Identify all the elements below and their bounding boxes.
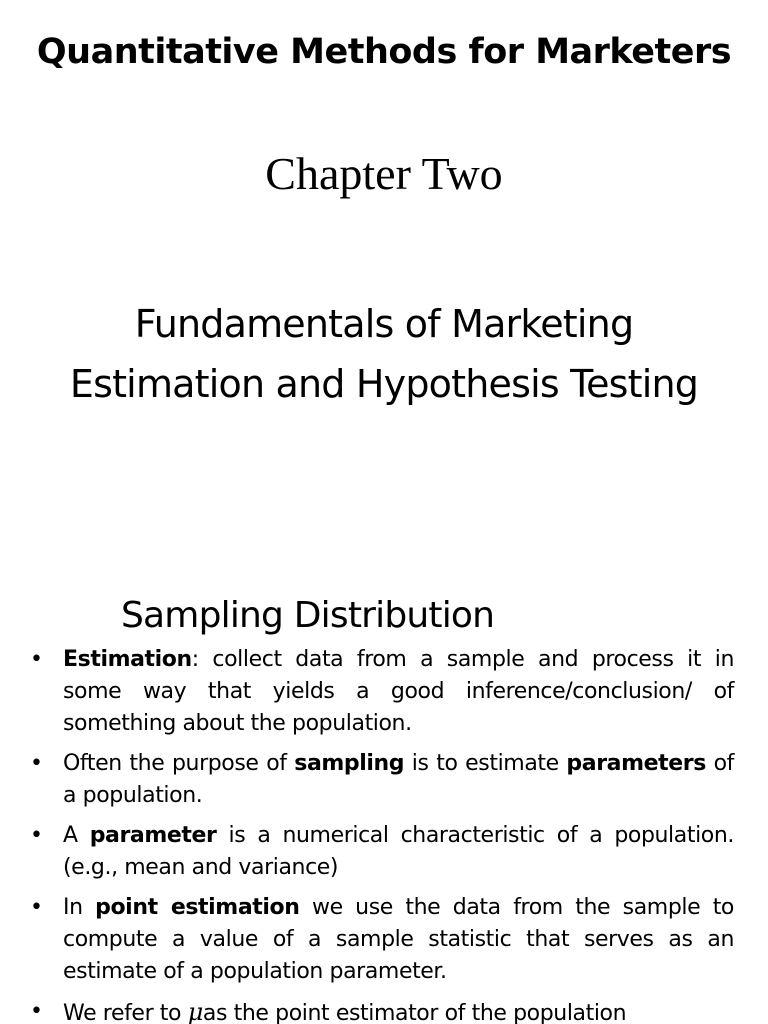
bullet-icon: • [30, 999, 43, 1024]
bullet-text: Often the purpose of [63, 751, 295, 776]
list-item [30, 748, 734, 812]
bullet-text: A [63, 823, 90, 848]
bullet-text: is to estimate [404, 751, 567, 776]
list-item [30, 644, 734, 740]
bullet-icon: • [30, 823, 43, 848]
chapter-title: Fundamentals of Marketing Estimation and Hypothesis Testing [69, 302, 699, 406]
bullet-text: we use the data from the sample to compute a value of a sample statistic that serves as an estimate of a population parameter. [63, 895, 734, 984]
bullet-icon: • [30, 751, 43, 776]
term-parameter: parameter [89, 823, 217, 848]
chapter-label: Chapter Two [265, 148, 503, 199]
section-heading: Sampling Distribution [121, 595, 495, 636]
term-parameters: parameters [566, 751, 706, 776]
bullet-text: is a numerical characteristic of a population.(e.g., mean and variance) [63, 823, 734, 880]
bullet-text: We refer to [63, 1001, 188, 1024]
bullet-text: In [63, 895, 96, 920]
list-item [30, 996, 734, 1024]
bullet-text: : collect data from a sample and process it in some way that yields a good inference/conclusion/ of something about the population. [63, 647, 734, 736]
list-item [30, 820, 734, 884]
bullet-icon: • [30, 647, 43, 672]
term-sampling: sampling [294, 751, 405, 776]
term-estimation: Estimation [63, 647, 192, 672]
bullet-text: of a population. [63, 751, 734, 808]
course-title: Quantitative Methods for Marketers [36, 32, 732, 72]
bullet-icon: • [30, 895, 43, 920]
term-point-estimation: point estimation [95, 895, 300, 920]
bullet-text: as the point estimator of the population [202, 1001, 627, 1024]
mu-symbol: μ [187, 998, 203, 1024]
list-item [30, 892, 734, 988]
bullet-list [30, 644, 734, 1024]
